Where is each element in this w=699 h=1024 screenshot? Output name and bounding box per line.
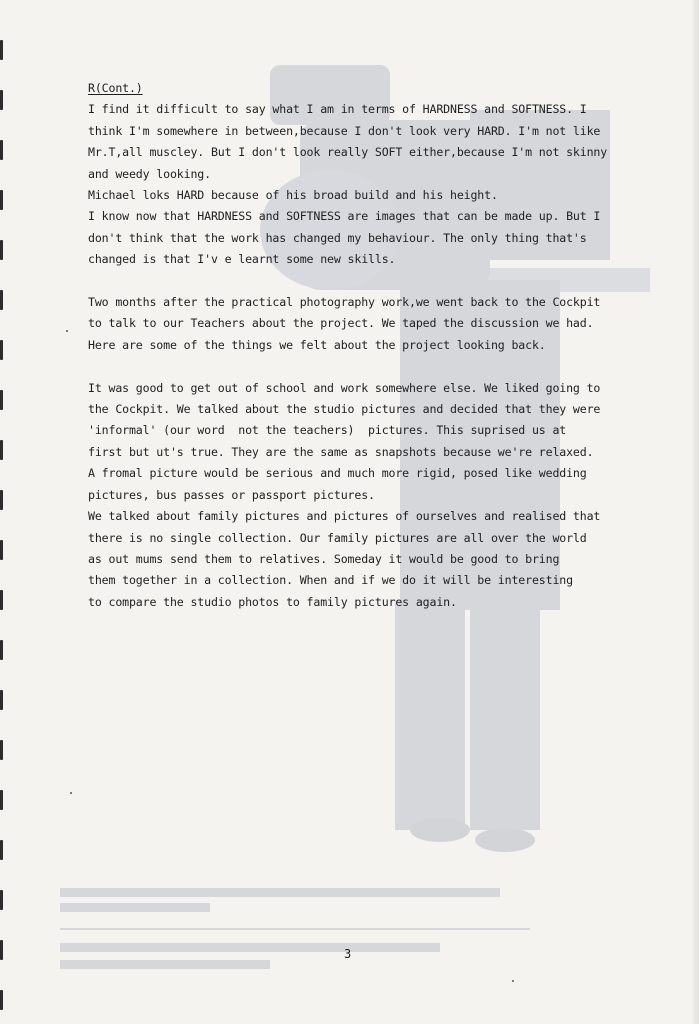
text-line: 'informal' (our word not the teachers) pictures. This suprised us at — [88, 423, 567, 438]
page-number: 3 — [344, 947, 352, 961]
text-line: Here are some of the things we felt about the project looking back. — [88, 337, 546, 352]
body-text — [88, 78, 668, 613]
paragraph-2 — [88, 292, 668, 356]
text-line: to talk to our Teachers about the project. We taped the discussion we had. — [88, 316, 594, 331]
text-line: Two months after the practical photography work,we went back to the Cockpit — [88, 295, 601, 310]
page-edge-shadow — [691, 0, 699, 1024]
text-line: Mr.T,all muscley. But I don't look really SOFT either,because I'm not skinny — [88, 145, 608, 160]
paper-speck — [66, 330, 68, 332]
paragraph-1 — [88, 99, 668, 270]
section-heading: R(Cont.) — [88, 81, 143, 95]
text-line: We talked about family pictures and pictures of ourselves and realised that — [88, 509, 601, 524]
text-line: to compare the studio photos to family pictures again. — [88, 594, 457, 609]
text-line: and weedy looking. — [88, 166, 211, 181]
text-line: changed is that I'v e learnt some new skills. — [88, 252, 396, 267]
spiral-binding — [0, 0, 6, 1024]
text-line: as out mums send them to relatives. Someday it would be good to bring — [88, 551, 560, 566]
text-line: pictures, bus passes or passport pictures. — [88, 487, 375, 502]
text-line: the Cockpit. We talked about the studio pictures and decided that they were — [88, 402, 601, 417]
text-line: I find it difficult to say what I am in terms of HARDNESS and SOFTNESS. I — [88, 102, 587, 117]
text-line: think I'm somewhere in between,because I don't look very HARD. I'm not like — [88, 123, 601, 138]
paper-speck — [512, 980, 514, 982]
text-line: them together in a collection. When and if we do it will be interesting — [88, 573, 573, 588]
text-line: don't think that the work has changed my behaviour. The only thing that's — [88, 230, 587, 245]
text-line: I know now that HARDNESS and SOFTNESS are images that can be made up. But I — [88, 209, 601, 224]
text-line: there is no single collection. Our family pictures are all over the world — [88, 530, 587, 545]
paper-speck — [70, 792, 72, 794]
paragraph-3 — [88, 378, 668, 613]
text-line: first but ut's true. They are the same as snapshots because we're relaxed. — [88, 444, 594, 459]
text-line: A fromal picture would be serious and much more rigid, posed like wedding — [88, 466, 587, 481]
text-line: Michael loks HARD because of his broad build and his height. — [88, 188, 498, 203]
text-line: It was good to get out of school and work somewhere else. We liked going to — [88, 380, 601, 395]
